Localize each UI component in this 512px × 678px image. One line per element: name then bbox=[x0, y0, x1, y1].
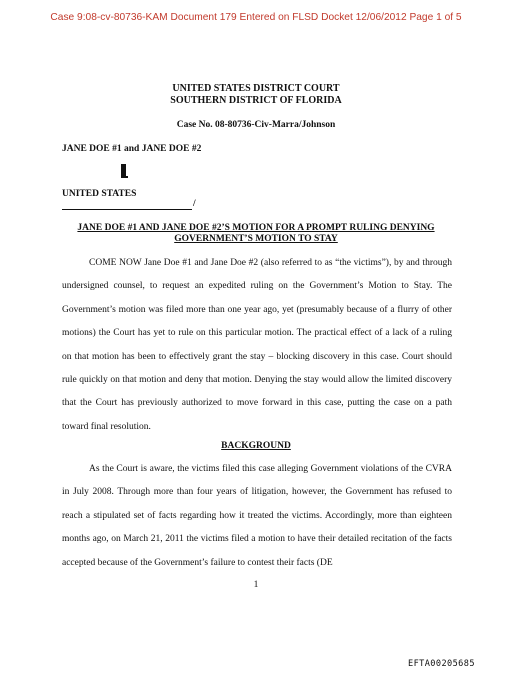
docket-header: Case 9:08-cv-80736-KAM Document 179 Entered on FLSD Docket 12/06/2012 Page 1 of 5 bbox=[50, 12, 462, 23]
bates-stamp: EFTA00205685 bbox=[408, 659, 475, 669]
court-name bbox=[0, 83, 512, 107]
redaction-mark-dot bbox=[126, 176, 128, 178]
court-name-line1: UNITED STATES DISTRICT COURT bbox=[172, 83, 340, 94]
body-paragraph-1: COME NOW Jane Doe #1 and Jane Doe #2 (also referred to as “the victims”), by and through undersigned counsel, to request an expedited ruling on the Government’s Motion to Stay. The Government’s motion was filed more than one year ago, yet (presumably because of a flurry of other motions) the Court has yet to rule on this particular motion. The practical effect of a lack of a ruling on that motion has been to effectively grant the stay – blocking discovery in this case. Court should rule quickly on that motion and deny that motion. Denying the stay would allow the limited discovery that the Court has previously authorized to move forward in this case, putting the case on a path toward final resolution. bbox=[62, 258, 452, 432]
body-paragraph-2: As the Court is aware, the victims filed this case alleging Government violations of the CVRA in July 2008. Through more than four years of litigation, however, the Government has refused to reach a stipulated set of facts regarding how it treated the victims. Accordingly, more than eighteen months ago, on March 21, 2011 the victims filed a motion to have their detailed recitation of the facts accepted because of the Government’s failure to contest their facts (DE bbox=[62, 464, 452, 568]
background-heading: BACKGROUND bbox=[221, 441, 291, 451]
caption-underline bbox=[62, 201, 192, 210]
plaintiffs: JANE DOE #1 and JANE DOE #2 bbox=[62, 144, 202, 154]
motion-title-line1: JANE DOE #1 AND JANE DOE #2’S MOTION FOR A PROMPT RULING DENYING bbox=[77, 223, 435, 233]
motion-title bbox=[40, 223, 472, 245]
caption-slash: / bbox=[193, 199, 196, 209]
motion-title-line2: GOVERNMENT’S MOTION TO STAY bbox=[174, 234, 338, 244]
defendant: UNITED STATES bbox=[62, 189, 137, 199]
case-number: Case No. 08-80736-Civ-Marra/Johnson bbox=[176, 120, 336, 130]
page-number: 1 bbox=[253, 580, 259, 590]
court-name-line2: SOUTHERN DISTRICT OF FLORIDA bbox=[170, 95, 342, 106]
